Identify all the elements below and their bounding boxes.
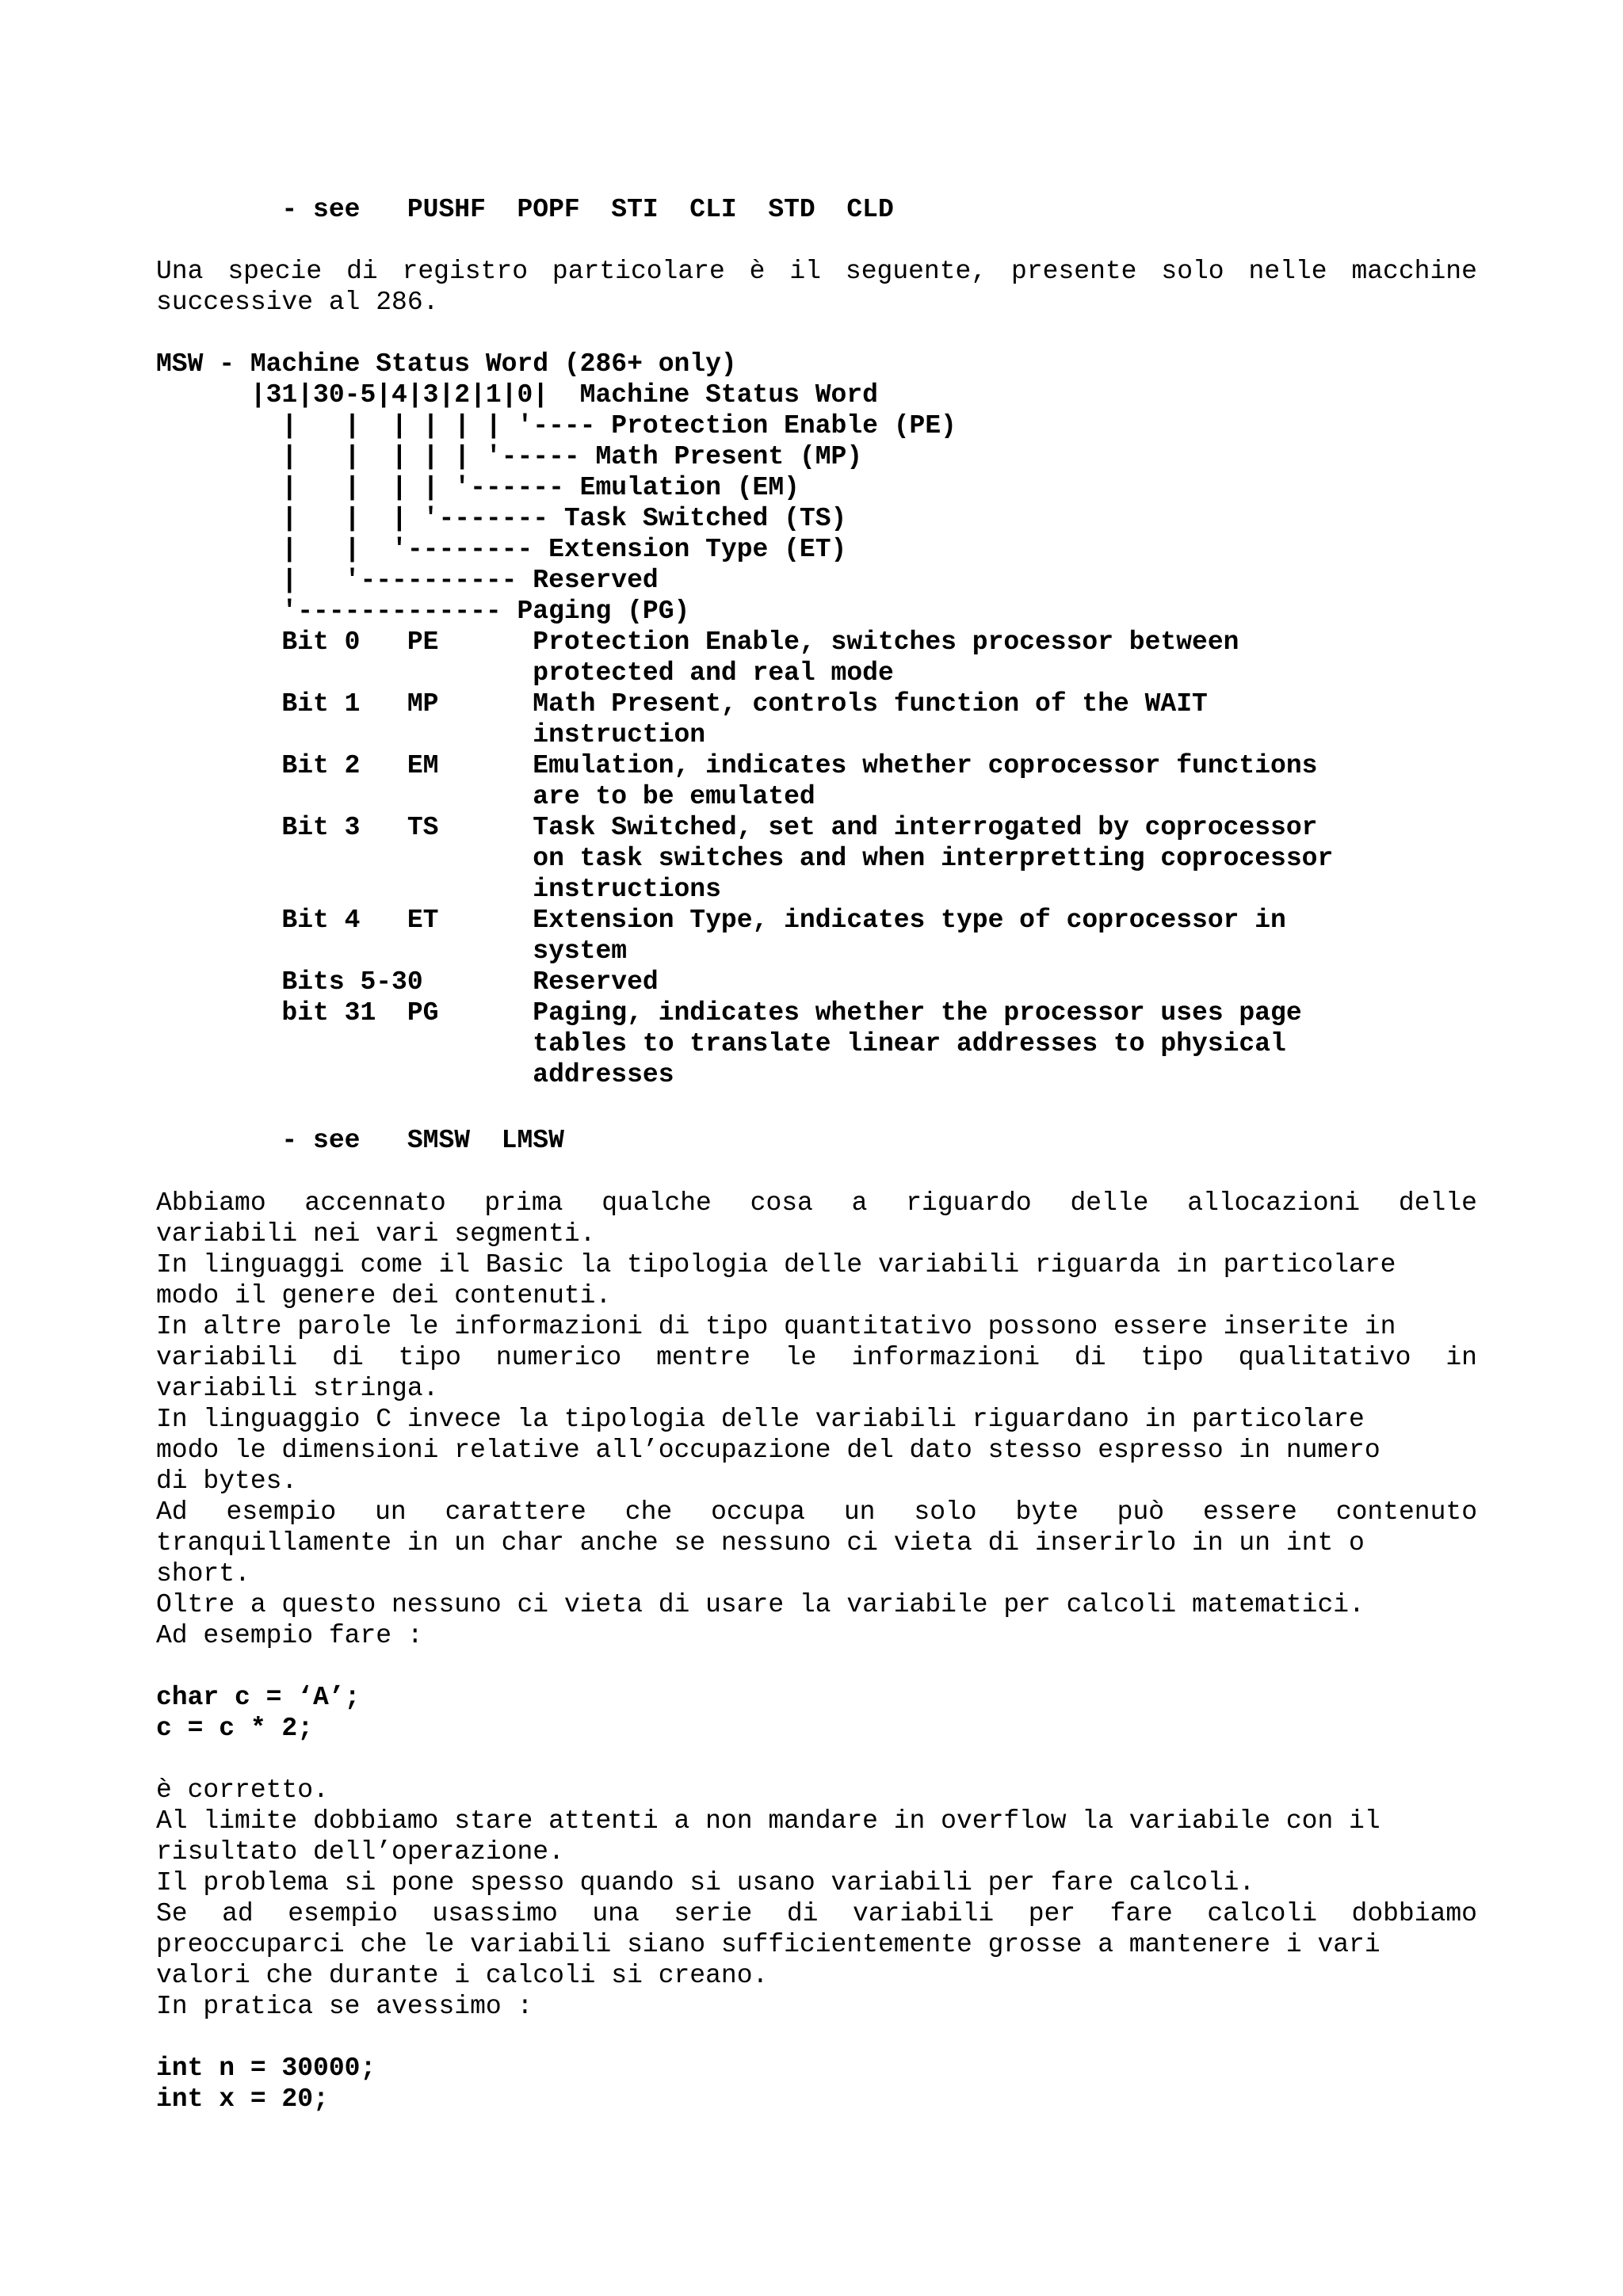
- msw-line: protected and real mode: [156, 658, 894, 688]
- word: tipo: [1140, 1343, 1204, 1372]
- word: le: [785, 1343, 817, 1372]
- word: macchine: [1351, 257, 1477, 286]
- msw-line: bit 31 PG Paging, indicates whether the processor uses page: [156, 998, 1302, 1028]
- word: essere: [1203, 1497, 1297, 1527]
- code-line: char c = ‘A’;: [156, 1683, 361, 1712]
- word: carattere: [445, 1497, 586, 1527]
- word: per: [1028, 1899, 1076, 1928]
- word: allocazioni: [1187, 1188, 1361, 1218]
- word: particolare: [552, 257, 725, 286]
- word: di: [346, 257, 378, 286]
- word: usassimo: [432, 1899, 558, 1928]
- body-line-11: [156, 1497, 1477, 1527]
- body2-line-4: Il problema si pone spesso quando si usano variabili per fare calcoli.: [156, 1868, 1255, 1897]
- word: riguardo: [906, 1188, 1032, 1218]
- body-line-9: modo le dimensioni relative all’occupazione del dato stesso espresso in numero: [156, 1436, 1381, 1465]
- msw-line: tables to translate linear addresses to physical: [156, 1029, 1286, 1058]
- code-line: int x = 20;: [156, 2084, 329, 2114]
- word: registro: [402, 257, 529, 286]
- msw-line: |31|30-5|4|3|2|1|0| Machine Status Word: [156, 380, 878, 410]
- word: di: [332, 1343, 364, 1372]
- word: fare: [1109, 1899, 1173, 1928]
- msw-line: Bit 0 PE Protection Enable, switches processor between: [156, 627, 1239, 657]
- word: Ad: [156, 1497, 188, 1527]
- see-also-msw: - see SMSW LMSW: [156, 1126, 564, 1155]
- word: seguente,: [845, 257, 987, 286]
- code-line: c = c * 2;: [156, 1714, 314, 1743]
- word: informazioni: [851, 1343, 1041, 1372]
- word: solo: [914, 1497, 977, 1527]
- word: che: [624, 1497, 673, 1527]
- body-line-1: [156, 1188, 1477, 1219]
- word: cosa: [750, 1188, 813, 1218]
- body2-line-8: In pratica se avessimo :: [156, 1992, 533, 2021]
- body-line-6: [156, 1342, 1477, 1373]
- word: è: [749, 257, 766, 286]
- word: un: [843, 1497, 876, 1527]
- word: delle: [1070, 1188, 1149, 1218]
- word: serie: [674, 1899, 753, 1928]
- body-line-10: di bytes.: [156, 1466, 298, 1496]
- msw-line: addresses: [156, 1060, 674, 1089]
- body-line-4: modo il genere dei contenuti.: [156, 1281, 612, 1310]
- msw-line: are to be emulated: [156, 782, 815, 811]
- word: una: [592, 1899, 640, 1928]
- word: di: [786, 1899, 819, 1928]
- body2-line-6: preoccuparci che le variabili siano sufficientemente grosse a mantenere i vari: [156, 1930, 1381, 1959]
- msw-line: | '---------- Reserved: [156, 566, 659, 595]
- word: in: [1445, 1343, 1477, 1372]
- body-line-12: tranquillamente in un char anche se nessuno ci vieta di inserirlo in un int o: [156, 1528, 1365, 1558]
- msw-line: | | | '------- Task Switched (TS): [156, 504, 847, 533]
- body-line-7: variabili stringa.: [156, 1374, 439, 1403]
- body-line-15: Ad esempio fare :: [156, 1621, 423, 1650]
- word: Una: [156, 257, 204, 286]
- word: variabili: [156, 1343, 298, 1372]
- word: specie: [227, 257, 323, 286]
- word: numerico: [495, 1343, 622, 1372]
- word: tipo: [398, 1343, 461, 1372]
- body-line-2: variabili nei vari segmenti.: [156, 1219, 596, 1249]
- body2-line-1: è corretto.: [156, 1775, 329, 1805]
- body2-line-5: [156, 1898, 1477, 1929]
- word: byte: [1015, 1497, 1079, 1527]
- word: variabili: [852, 1899, 995, 1928]
- word: solo: [1161, 257, 1224, 286]
- word: ad: [222, 1899, 254, 1928]
- word: accennato: [304, 1188, 446, 1218]
- body-line-14: Oltre a questo nessuno ci vieta di usare la variabile per calcoli matematici.: [156, 1590, 1365, 1619]
- body-line-8: In linguaggio C invece la tipologia delle variabili riguardano in particolare: [156, 1405, 1365, 1434]
- intro-paragraph-line-1: [156, 256, 1477, 287]
- word: nelle: [1248, 257, 1327, 286]
- word: presente: [1011, 257, 1137, 286]
- word: di: [1074, 1343, 1106, 1372]
- word: qualitativo: [1238, 1343, 1411, 1372]
- msw-line: | | | | | | '---- Protection Enable (PE): [156, 411, 957, 441]
- word: calcoli: [1207, 1899, 1317, 1928]
- msw-line: Bit 4 ET Extension Type, indicates type of coprocessor in: [156, 906, 1286, 935]
- word: delle: [1398, 1188, 1477, 1218]
- word: un: [375, 1497, 407, 1527]
- code-line: int n = 30000;: [156, 2054, 376, 2083]
- intro-paragraph-line-2: successive al 286.: [156, 288, 439, 317]
- body2-line-7: valori che durante i calcoli si creano.: [156, 1961, 769, 1990]
- msw-line: Bit 1 MP Math Present, controls function of the WAIT: [156, 689, 1208, 719]
- word: esempio: [288, 1899, 398, 1928]
- msw-line: instructions: [156, 875, 721, 904]
- word: esempio: [226, 1497, 337, 1527]
- see-also-flags: - see PUSHF POPF STI CLI STD CLD: [156, 195, 894, 224]
- msw-line: Bit 2 EM Emulation, indicates whether coprocessor functions: [156, 751, 1318, 780]
- body-line-13: short.: [156, 1559, 250, 1589]
- body2-line-3: risultato dell’operazione.: [156, 1837, 564, 1867]
- msw-line: system: [156, 936, 628, 966]
- word: dobbiamo: [1351, 1899, 1477, 1928]
- body2-line-2: Al limite dobbiamo stare attenti a non mandare in overflow la variabile con il: [156, 1806, 1381, 1836]
- msw-line: '------------- Paging (PG): [156, 597, 690, 626]
- word: occupa: [711, 1497, 805, 1527]
- word: Abbiamo: [156, 1188, 266, 1218]
- msw-line: Bit 3 TS Task Switched, set and interrogated by coprocessor: [156, 813, 1318, 842]
- word: può: [1117, 1497, 1165, 1527]
- msw-line: Bits 5-30 Reserved: [156, 967, 659, 997]
- body-line-3: In linguaggi come il Basic la tipologia delle variabili riguarda in particolare: [156, 1250, 1396, 1280]
- msw-title: MSW - Machine Status Word (286+ only): [156, 349, 737, 379]
- msw-line: | | '-------- Extension Type (ET): [156, 535, 847, 564]
- msw-line: instruction: [156, 720, 706, 749]
- word: Se: [156, 1899, 188, 1928]
- word: mentre: [656, 1343, 750, 1372]
- word: qualche: [601, 1188, 712, 1218]
- msw-line: on task switches and when interpretting coprocessor: [156, 844, 1334, 873]
- msw-line: | | | | | '----- Math Present (MP): [156, 442, 863, 471]
- msw-line: | | | | '------ Emulation (EM): [156, 473, 800, 502]
- word: prima: [484, 1188, 563, 1218]
- word: a: [851, 1188, 868, 1218]
- body-line-5: In altre parole le informazioni di tipo quantitativo possono essere inserite in: [156, 1312, 1396, 1341]
- word: il: [789, 257, 821, 286]
- word: contenuto: [1335, 1497, 1477, 1527]
